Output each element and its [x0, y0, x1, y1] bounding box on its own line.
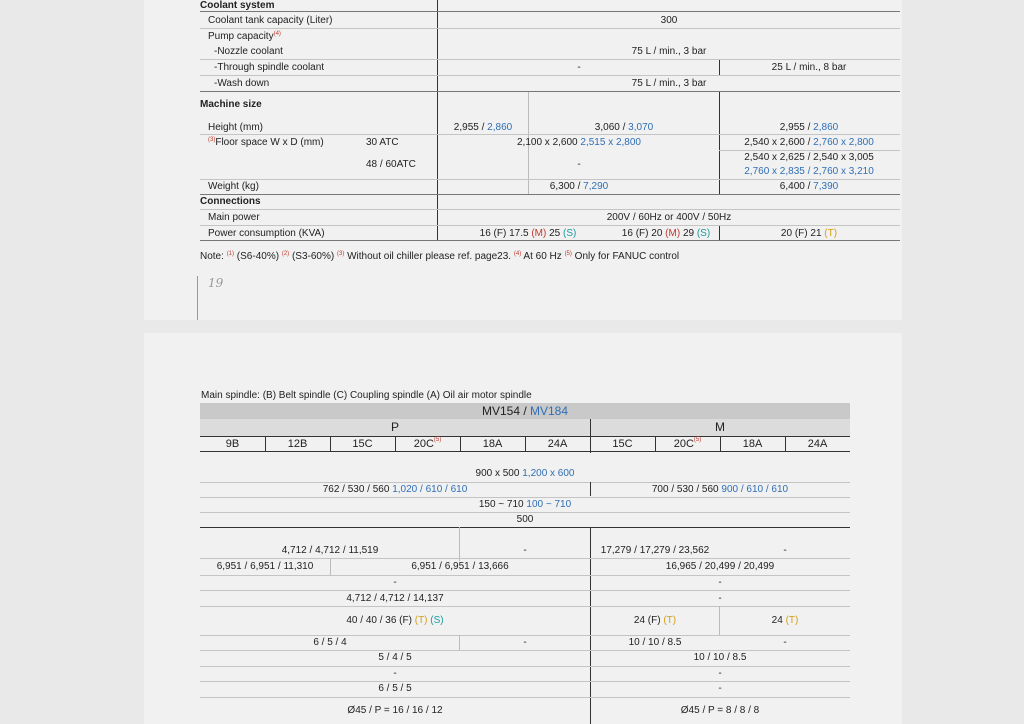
table-cell: 4,712 / 4,712 / 11,519 [281, 545, 379, 556]
row-value: 20 (F) 21 (T) [780, 228, 838, 239]
row-line [200, 28, 900, 29]
row-label: Coolant tank capacity (Liter) [208, 15, 333, 26]
column-divider [720, 437, 721, 451]
row-value: 3,060 / 3,070 [594, 122, 654, 133]
column-divider [460, 437, 461, 451]
atc-label: 48 / 60ATC [366, 159, 416, 170]
column-divider [719, 226, 720, 241]
table-cell: 500 [516, 514, 534, 525]
row-value: 300 [660, 15, 678, 26]
table-cell: 17,279 / 17,279 / 23,562 [600, 545, 710, 556]
column-divider [395, 437, 396, 451]
row-line [200, 209, 900, 210]
table-cell: 16,965 / 20,499 / 20,499 [665, 561, 775, 572]
table-cell: Ø45 / P = 8 / 8 / 8 [680, 705, 760, 716]
row-value: 2,955 / 2,860 [779, 122, 839, 133]
cell-divider [719, 606, 720, 635]
table-cell: - [523, 545, 527, 556]
row-line [200, 575, 850, 576]
row-value: 75 L / min., 3 bar [631, 78, 707, 89]
table-cell: - [718, 593, 722, 604]
spec-page-bottom [144, 333, 902, 724]
row-value: 6,400 / 7,390 [779, 181, 839, 192]
row-line [200, 558, 850, 559]
column-header: 12B [287, 438, 308, 450]
row-value: 2,760 x 2,835 / 2,760 x 3,210 [744, 166, 874, 177]
table-cell: 24 (T) [771, 615, 799, 626]
row-line [200, 681, 850, 682]
row-line [200, 91, 900, 92]
row-label: $^{(3)}$Floor space W x D (mm) [208, 137, 324, 148]
row-line [200, 59, 900, 60]
row-value: 2,955 / 2,860 [453, 122, 513, 133]
page-marker [197, 276, 198, 320]
table-cell: - [718, 668, 722, 679]
section-title: Connections [200, 196, 261, 207]
row-line [200, 11, 900, 12]
column-header: 15C [612, 438, 633, 450]
column-divider [330, 437, 331, 451]
row-line [200, 650, 850, 651]
row-line [200, 512, 850, 513]
table-cell: - [718, 683, 722, 694]
table-cell: 6,951 / 6,951 / 11,310 [216, 561, 314, 572]
row-value: 6,300 / 7,290 [549, 181, 609, 192]
row-line [200, 225, 900, 226]
column-divider [590, 437, 591, 451]
group-divider [590, 482, 591, 496]
column-header: 9B [225, 438, 240, 450]
table-cell: - [783, 637, 787, 648]
table-cell: Ø45 / P = 16 / 16 / 12 [347, 705, 443, 716]
row-value: 16 (F) 20 (M) 29 (S) [621, 228, 711, 239]
row-line [200, 179, 900, 180]
column-divider [785, 437, 786, 451]
row-line [200, 451, 850, 452]
table-cell: 900 x 500 1,200 x 600 [475, 468, 575, 479]
row-value: 25 L / min., 8 bar [771, 62, 847, 73]
row-line [200, 606, 850, 607]
column-header: 24A [547, 438, 568, 450]
section-title: Machine size [200, 99, 262, 110]
model-title: MV154 / MV184 [481, 404, 569, 418]
section-title: Coolant system [200, 0, 275, 11]
cell-divider [459, 635, 460, 650]
row-label: -Wash down [214, 78, 270, 89]
row-value: - [577, 62, 581, 73]
table-cell: 5 / 4 / 5 [378, 652, 412, 663]
row-line [200, 240, 900, 241]
row-value: 2,100 x 2,600 2,515 x 2,800 [517, 137, 641, 148]
atc-label: 30 ATC [366, 137, 399, 148]
table-cell: 10 / 10 / 8.5 [693, 652, 747, 663]
column-header: $20C^{(5)}$ [413, 437, 442, 450]
page-number: 19 [208, 276, 224, 290]
row-label: Weight (kg) [208, 181, 259, 192]
row-label: -Nozzle coolant [214, 46, 283, 57]
footnote: Note: $^{(1)}$ (S6-40%) $^{(2)}$ (S3-60%) $^{(3)}$ Without oil chiller please ref. page23. $^{(4)}$ At 60 Hz $^{(5)}$ Only for FANUC control [200, 251, 680, 262]
table-cell: - [783, 545, 787, 556]
table-cell: - [523, 637, 527, 648]
row-line [200, 497, 850, 498]
row-value: 2,540 x 2,625 / 2,540 x 3,005 [744, 152, 874, 163]
cell-divider [330, 559, 331, 575]
row-label: Power consumption (KVA) [208, 228, 325, 239]
column-header: 18A [482, 438, 503, 450]
column-divider [719, 59, 720, 75]
group-m: M [715, 420, 725, 434]
column-divider [265, 437, 266, 451]
column-divider [655, 437, 656, 451]
column-divider [525, 437, 526, 451]
table-cell: 24 (F) (T) [633, 615, 677, 626]
row-line [200, 666, 850, 667]
table-cell: - [393, 668, 397, 679]
row-line [200, 697, 850, 698]
spec-page-top [144, 0, 902, 320]
row-label: -Through spindle coolant [214, 62, 325, 73]
row-value: - [577, 159, 581, 170]
table-cell: 4,712 / 4,712 / 14,137 [346, 593, 444, 604]
column-header: $20C^{(5)}$ [673, 437, 702, 450]
row-line [200, 194, 900, 195]
column-header: 18A [742, 438, 763, 450]
column-header: 15C [352, 438, 373, 450]
row-label: Main power [208, 212, 260, 223]
table-cell: 10 / 10 / 8.5 [628, 637, 682, 648]
group-divider [590, 527, 591, 724]
row-line [200, 134, 900, 135]
row-line [200, 590, 850, 591]
row-line [200, 635, 850, 636]
table-cell: 6,951 / 6,951 / 13,666 [411, 561, 509, 572]
row-line [719, 150, 900, 151]
table-cell: 700 / 530 / 560 900 / 610 / 610 [651, 484, 789, 495]
table-cell: 762 / 530 / 560 1,020 / 610 / 610 [322, 484, 468, 495]
row-line [200, 482, 850, 483]
table-cell: 6 / 5 / 5 [378, 683, 412, 694]
column-divider [437, 0, 438, 241]
group-p: P [390, 420, 400, 434]
row-label: Height (mm) [208, 122, 264, 133]
row-value: 16 (F) 17.5 (M) 25 (S) [479, 228, 577, 239]
table-cell: 6 / 5 / 4 [313, 637, 347, 648]
table-cell: 40 / 40 / 36 (F) (T) (S) [346, 615, 444, 626]
row-line [200, 75, 900, 76]
row-value: 75 L / min., 3 bar [631, 46, 707, 57]
cell-divider [459, 527, 460, 561]
row-value: 200V / 60Hz or 400V / 50Hz [606, 212, 732, 223]
row-line [200, 527, 850, 528]
table-cell: 150 ~ 710 100 ~ 710 [478, 499, 572, 510]
spindle-legend: Main spindle: (B) Belt spindle (C) Coupling spindle (A) Oil air motor spindle [201, 390, 532, 401]
table-cell: - [718, 577, 722, 588]
table-cell: - [393, 577, 397, 588]
column-header: 24A [807, 438, 828, 450]
row-value: 2,540 x 2,600 / 2,760 x 2,800 [744, 137, 874, 148]
row-label: Pump capacity$^{(4)}$ [208, 31, 281, 42]
group-header [200, 419, 850, 436]
